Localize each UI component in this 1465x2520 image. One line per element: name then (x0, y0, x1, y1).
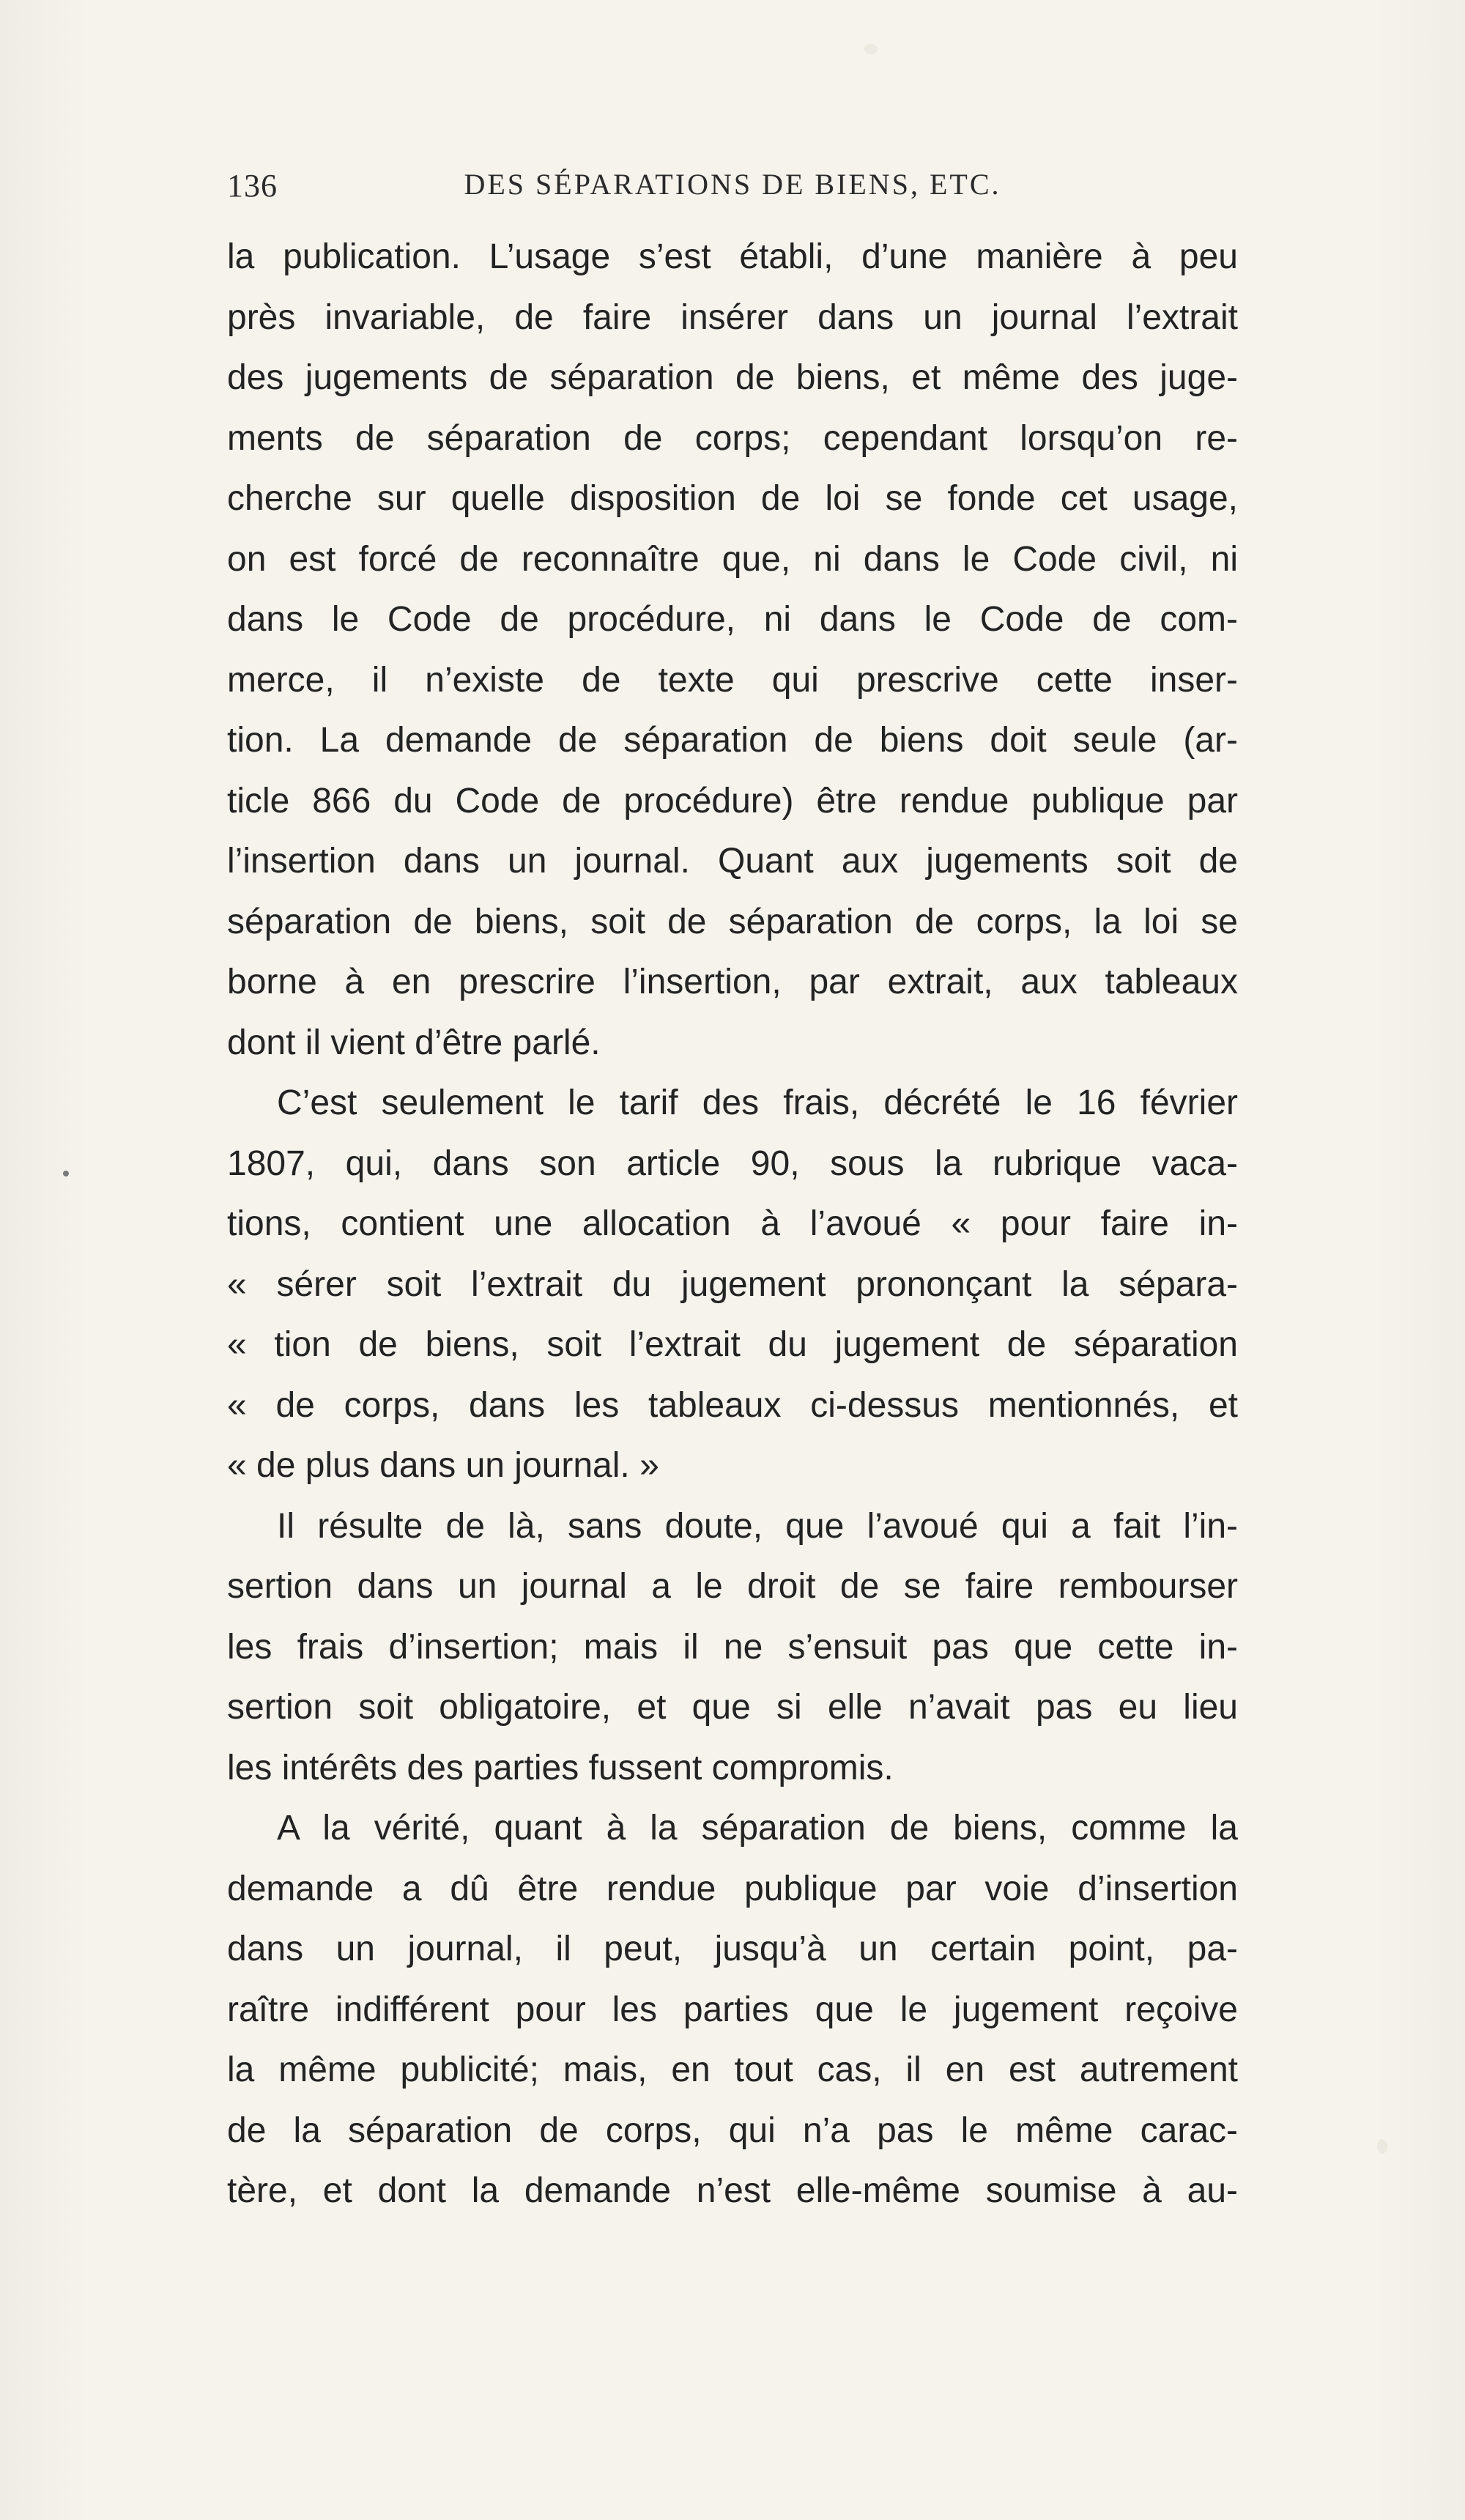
text-line: la même publicité; mais, en tout cas, il en est autrement (227, 2050, 1238, 2089)
text-line: dans le Code de procédure, ni dans le Code de com- (227, 600, 1238, 639)
text-line: sertion dans un journal a le droit de se faire rembourser (227, 1567, 1238, 1606)
text-line: de la séparation de corps, qui n’a pas le même carac- (227, 2110, 1238, 2150)
margin-mark (63, 1171, 69, 1176)
text-line: sertion soit obligatoire, et que si elle n’avait pas eu lieu (227, 1688, 1238, 1727)
text-line: cherche sur quelle disposition de loi se fonde cet usage, (227, 479, 1238, 518)
text-line: tion. La demande de séparation de biens doit seule (ar- (227, 721, 1238, 760)
text-line: « de corps, dans les tableaux ci-dessus mentionnés, et (227, 1385, 1238, 1425)
text-line: merce, il n’existe de texte qui prescrive cette inser- (227, 660, 1238, 700)
text-line: demande a dû être rendue publique par voie d’insertion (227, 1869, 1238, 1908)
text-line: les intérêts des parties fussent compromis. (227, 1748, 894, 1787)
text-line: près invariable, de faire insérer dans un journal l’extrait (227, 297, 1238, 337)
text-line: borne à en prescrire l’insertion, par extrait, aux tableaux (227, 963, 1238, 1001)
text-line: séparation de biens, soit de séparation de corps, la loi se (227, 902, 1238, 941)
text-line: ments de séparation de corps; cependant lorsqu’on re- (227, 418, 1238, 458)
text-line: « tion de biens, soit l’extrait du jugement de séparation (227, 1325, 1238, 1364)
text-line: tère, et dont la demande n’est elle-même soumise à au- (227, 2171, 1238, 2210)
text-line: raître indifférent pour les parties que le jugement reçoive (227, 1990, 1238, 2029)
text-line: A la vérité, quant à la séparation de biens, comme la (277, 1809, 1238, 1848)
text-line: on est forcé de reconnaître que, ni dans le Code civil, ni (227, 539, 1238, 579)
text-line: Il résulte de là, sans doute, que l’avoué qui a fait l’in- (277, 1506, 1238, 1546)
paper-stain (1377, 2139, 1387, 2154)
text-line: C’est seulement le tarif des frais, décrété le 16 février (277, 1083, 1238, 1122)
page-number: 136 (227, 168, 278, 204)
text-line: l’insertion dans un journal. Quant aux jugements soit de (227, 842, 1238, 881)
body-text (227, 227, 1238, 2222)
text-line: la publication. L’usage s’est établi, d’une manière à peu (227, 237, 1238, 276)
text-line: tions, contient une allocation à l’avoué « pour faire in- (227, 1204, 1238, 1243)
text-line: 1807, qui, dans son article 90, sous la rubrique vaca- (227, 1144, 1238, 1183)
text-line: « sérer soit l’extrait du jugement prononçant la sépara- (227, 1264, 1238, 1304)
paper-stain (864, 44, 878, 54)
text-line: dont il vient d’être parlé. (227, 1023, 601, 1062)
text-line: ticle 866 du Code de procédure) être rendue publique par (227, 781, 1238, 820)
text-line: « de plus dans un journal. » (227, 1446, 659, 1485)
page-header (227, 167, 1238, 211)
running-head: DES SÉPARATIONS DE BIENS, ETC. (464, 168, 1001, 201)
text-line: les frais d’insertion; mais il ne s’ensuit pas que cette in- (227, 1627, 1238, 1667)
text-line: dans un journal, il peut, jusqu’à un certain point, pa- (227, 1930, 1238, 1968)
text-line: des jugements de séparation de biens, et même des juge- (227, 358, 1238, 397)
